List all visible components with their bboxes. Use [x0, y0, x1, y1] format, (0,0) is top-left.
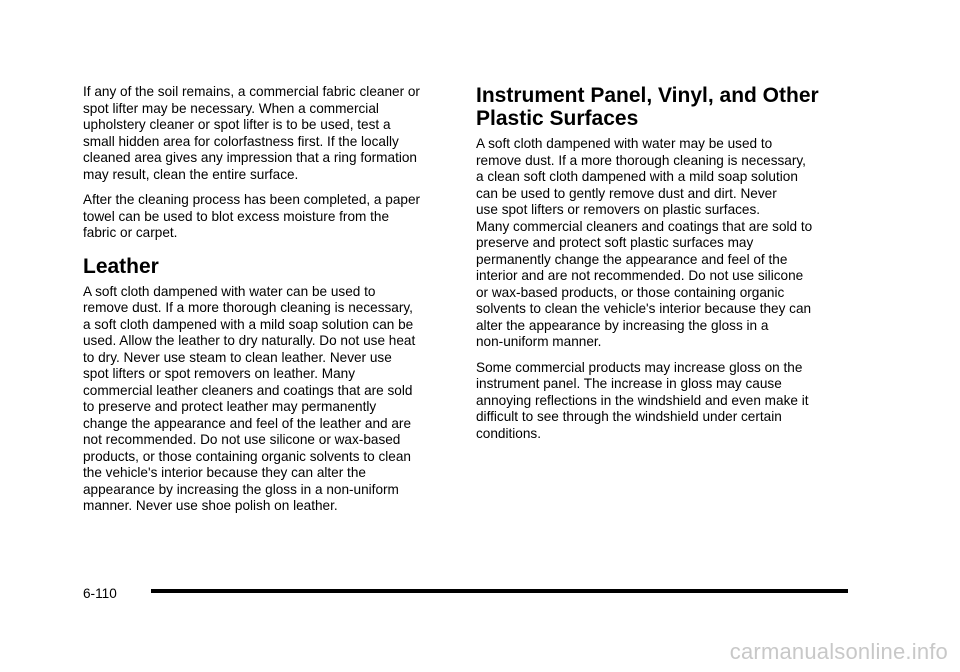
- leather-heading: Leather: [83, 254, 159, 278]
- gloss-warning-paragraph: Some commercial products may increase gloss on the instrument panel. The increase in gloss may cause annoying reflections in the windshield and even make it difficult to see through the windshield under certain conditions.: [476, 359, 809, 441]
- footer-rule: [151, 589, 848, 593]
- watermark: carmanualsonline.info: [729, 639, 948, 664]
- instrument-panel-paragraph: A soft cloth dampened with water may be used to remove dust. If a more thorough cleaning is necessary, a clean soft cloth dampened with a mild soap solution can be used to gently remove dust and dirt. Never use spot lifters or removers on plastic surfaces. Many commercial cleaners and coatings that are sold to preserve and protect soft plastic surfaces may permanently change the appearance and feel of the interior and are not recommended. Do not use silicone or wax-based products, or those containing organic solvents to clean the vehicle's interior because they can alter the appearance by increasing the gloss in a non-uniform manner.: [476, 136, 813, 349]
- after-cleaning-paragraph: After the cleaning process has been completed, a paper towel can be used to blot excess moisture from the fabric or carpet.: [83, 192, 421, 240]
- right-column: [476, 84, 848, 451]
- page-number: 6-110: [83, 586, 117, 601]
- leather-paragraph: A soft cloth dampened with water can be used to remove dust. If a more thorough cleaning is necessary, a soft cloth dampened with a mild soap solution can be used. Allow the leather to dry naturally. Do not use heat to dry. Never use steam to clean leather. Never use spot lifters or spot removers on leather. Many commercial leather cleaners and coatings that are sold to preserve and protect leather may permanently change the appearance and feel of the leather and are not recommended. Do not use silicone or wax-based products, or those containing organic solvents to clean the vehicle's interior because they can alter the appearance by increasing the gloss in a non-uniform manner. Never use shoe polish on leather.: [83, 283, 416, 513]
- soil-remains-paragraph: If any of the soil remains, a commercial fabric cleaner or spot lifter may be necessary. When a commercial upholstery cleaner or spot lifter is to be used, test a small hidden area for colorfastness first. If the locally cleaned area gives any impression that a ring formation may result, clean the entire surface.: [83, 84, 420, 182]
- instrument-panel-heading: Instrument Panel, Vinyl, and Other Plastic Surfaces: [476, 84, 819, 130]
- left-column: [83, 84, 453, 524]
